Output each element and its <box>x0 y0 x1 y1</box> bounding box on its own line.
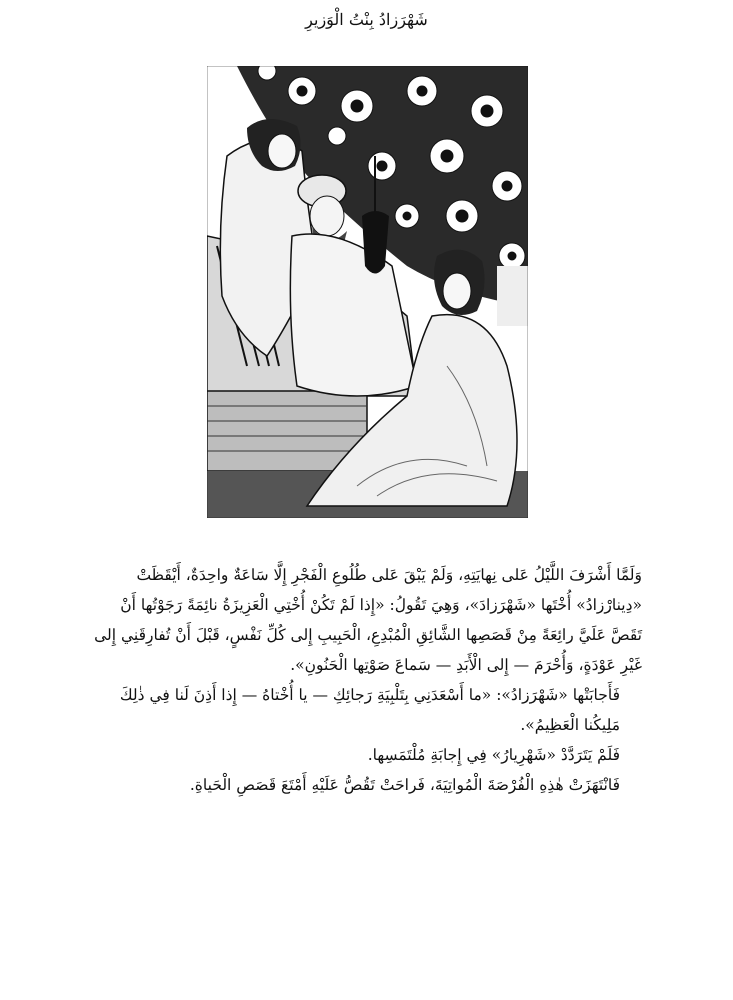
text-line: تَقَصَّ عَلَيَّ رائِعَةً مِنْ قَصَصِها الشَّائِقِ الْمُبْدِعِ، الْحَبِيبِ إِلى كُلِّ نَفْسٍ، قَبْلَ أَنْ تُفارِقَنِي إِلى <box>94 626 642 644</box>
text-line: فَلَمْ يَتَرَدَّدْ «شَهْرِيارُ» فِي إِجابَةِ مُلْتَمَسِها. <box>367 746 620 764</box>
page-header-title: شَهْرَزادُ بِنْتُ الْوَزيرِ <box>305 10 428 29</box>
paragraph-4 <box>94 770 642 800</box>
text-line: فَانْتَهَزَتْ هٰذِهِ الْفُرْصَةَ الْمُواتِيَةَ، فَراحَتْ تَقُصُّ عَلَيْهِ أَمْتَعَ قَصَصِ الْحَياةِ. <box>189 776 620 794</box>
illustration-image <box>207 66 528 518</box>
text-line: مَلِيكُنا الْعَظِيمُ». <box>520 716 620 734</box>
paragraph-1 <box>94 560 642 680</box>
text-line: وَلَمَّا أَشْرَفَ اللَّيْلُ عَلى نِهايَتِهِ، وَلَمْ يَبْقَ عَلى طُلُوعِ الْفَجْرِ إِلَّا سَاعَةٌ واحِدَةٌ، أَيْقَظَتْ <box>136 566 642 584</box>
text-line: غَيْرِ عَوْدَةٍ، وَأُحْرَمَ — إِلى الْأَبَدِ — سَماعَ صَوْتِها الْحَنُونِ». <box>290 656 642 674</box>
story-text <box>94 560 642 800</box>
text-line: «دِينارْزادُ» أُخْتَها «شَهْرَزادَ»، وَهِيَ تَقُولُ: «إِذا لَمْ تَكُنْ أُخْتِي الْعَزِيزَةُ نائِمَةً رَجَوْتُها أَنْ <box>120 596 642 614</box>
paragraph-3 <box>94 740 642 770</box>
text-line: فَأَجابَتْها «شَهْرَزادُ»: «ما أَسْعَدَنِي بِتَلْبِيَةِ رَجائِكِ — يا أُخْتاهُ — إِذا أَذِنَ لَنا فِي ذٰلِكَ <box>119 686 620 704</box>
paragraph-2 <box>94 680 642 740</box>
